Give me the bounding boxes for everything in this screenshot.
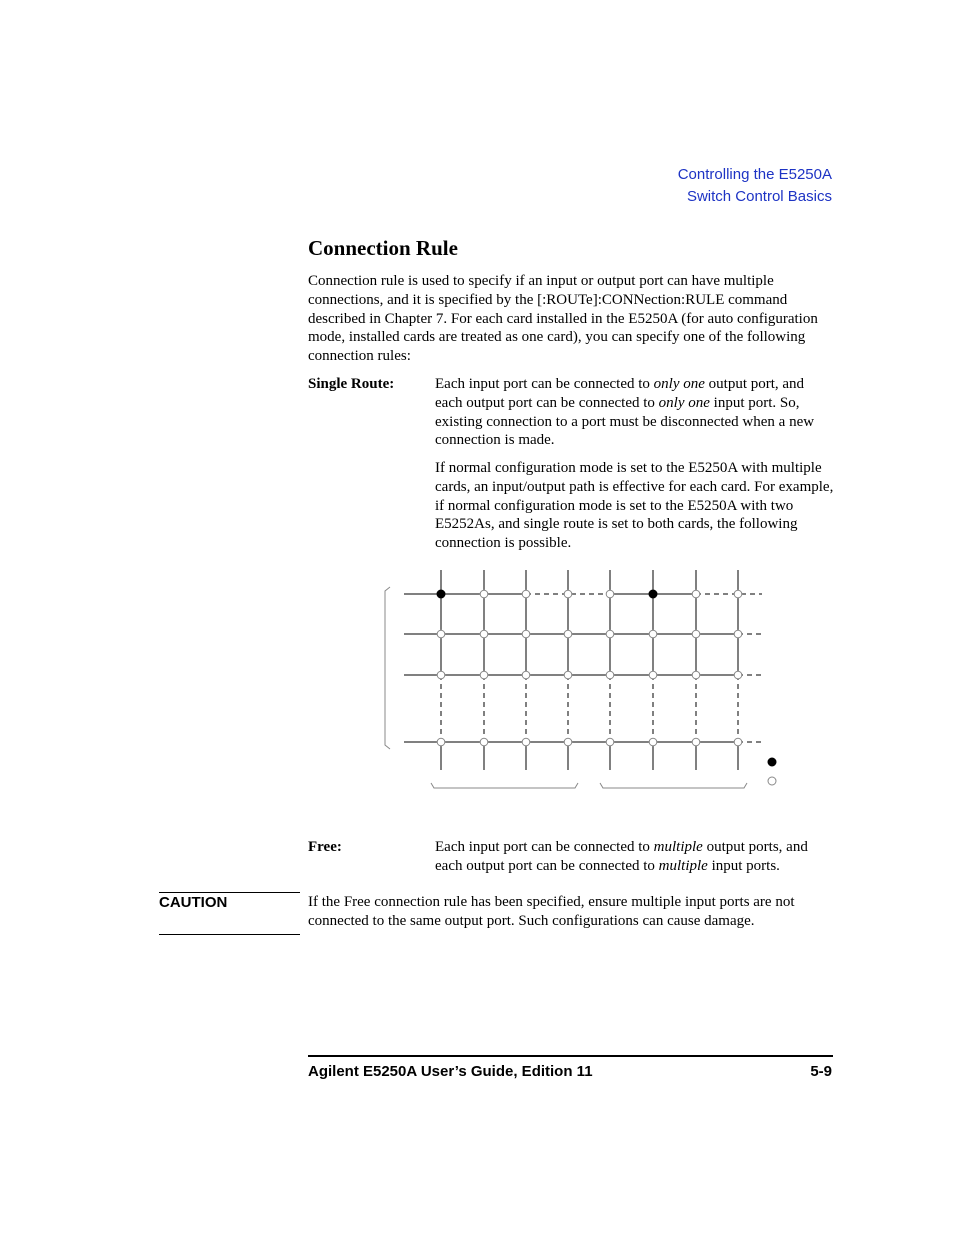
footer-page-number: 5-9 [810, 1063, 832, 1080]
open-relay-marker [606, 590, 614, 598]
open-relay-marker [480, 590, 488, 598]
open-relay-marker [606, 738, 614, 746]
input-bracket [385, 587, 390, 749]
free-definition [435, 838, 835, 876]
footer-guide-title: Agilent E5250A User’s Guide, Edition 11 [308, 1063, 593, 1080]
running-header [678, 164, 832, 208]
free-text-3: input ports. [707, 857, 780, 874]
section-link[interactable]: Switch Control Basics [686, 188, 832, 205]
open-relay-marker [564, 671, 572, 679]
open-relay-marker [606, 630, 614, 638]
closed-relay-marker [437, 590, 445, 598]
open-relay-marker [437, 738, 445, 746]
open-relay-marker [734, 630, 742, 638]
open-relay-marker [649, 630, 657, 638]
open-relay-marker [692, 630, 700, 638]
open-relay-marker [564, 590, 572, 598]
caution-label: CAUTION [159, 894, 228, 911]
open-relay-marker [480, 738, 488, 746]
open-relay-marker [734, 590, 742, 598]
open-relay-marker [692, 671, 700, 679]
open-relay-marker [734, 738, 742, 746]
free-text-1: Each input port can be connected to [435, 839, 654, 855]
sr-text-1: Each input port can be connected to [435, 376, 654, 392]
card-bracket-1 [431, 783, 578, 788]
footer-rule [308, 1055, 833, 1057]
caution-text: If the Free connection rule has been specified, ensure multiple input ports are not connected to the same output port. Such configurations can cause damage. [308, 894, 795, 929]
single-route-term: Single Route: [308, 376, 395, 392]
open-relay-marker [564, 630, 572, 638]
free-text-2: output ports, and each output port can be connected to [435, 839, 808, 874]
sr-emphasis-2: only one [658, 394, 710, 411]
open-relay-marker [692, 738, 700, 746]
open-relay-marker [692, 590, 700, 598]
sr-text-2: output port, and each output port can be connected to [435, 376, 805, 411]
chapter-link[interactable]: Controlling the E5250A [677, 166, 832, 183]
open-relay-marker [480, 630, 488, 638]
caution-rule-top [159, 892, 300, 893]
open-relay-marker [522, 738, 530, 746]
sr-text-3: input port. So, existing connection to a port must be disconnected when a new connection is made. [435, 394, 815, 449]
sr-emphasis-1: only one [653, 376, 705, 392]
caution-rule-bottom [159, 934, 300, 935]
legend-closed-marker [768, 758, 776, 766]
open-relay-marker [522, 590, 530, 598]
open-relay-marker [437, 671, 445, 679]
open-relay-marker [734, 671, 742, 679]
free-emphasis-1: multiple [653, 839, 703, 855]
free-emphasis-2: multiple [658, 857, 708, 874]
open-relay-marker [564, 738, 572, 746]
legend-open-marker [768, 777, 776, 785]
single-route-example: If normal configuration mode is set to the E5250A with multiple cards, an input/output path is effective for each card. For example, if normal configuration mode is set to the E5250A with two E5252As, and single route is set to both cards, the following connection is possible. [435, 460, 834, 552]
open-relay-marker [522, 630, 530, 638]
open-relay-marker [649, 671, 657, 679]
open-relay-marker [437, 630, 445, 638]
closed-relay-marker [649, 590, 657, 598]
single-route-definition [435, 375, 835, 450]
open-relay-marker [606, 671, 614, 679]
open-relay-marker [649, 738, 657, 746]
section-title: Connection Rule [308, 236, 458, 260]
connection-matrix-diagram [378, 565, 778, 800]
intro-paragraph: Connection rule is used to specify if an input or output port can have multiple connections, and it is specified by the [:ROUTe]:CONNection:RULE command described in Chapter 7. For each card installed in the E5250A (for auto configuration mode, installed cards are treated as one card), you can specify one of the following connection rules: [308, 273, 818, 365]
free-term: Free: [308, 839, 342, 855]
open-relay-marker [480, 671, 488, 679]
open-relay-marker [522, 671, 530, 679]
card-bracket-2 [600, 783, 747, 788]
